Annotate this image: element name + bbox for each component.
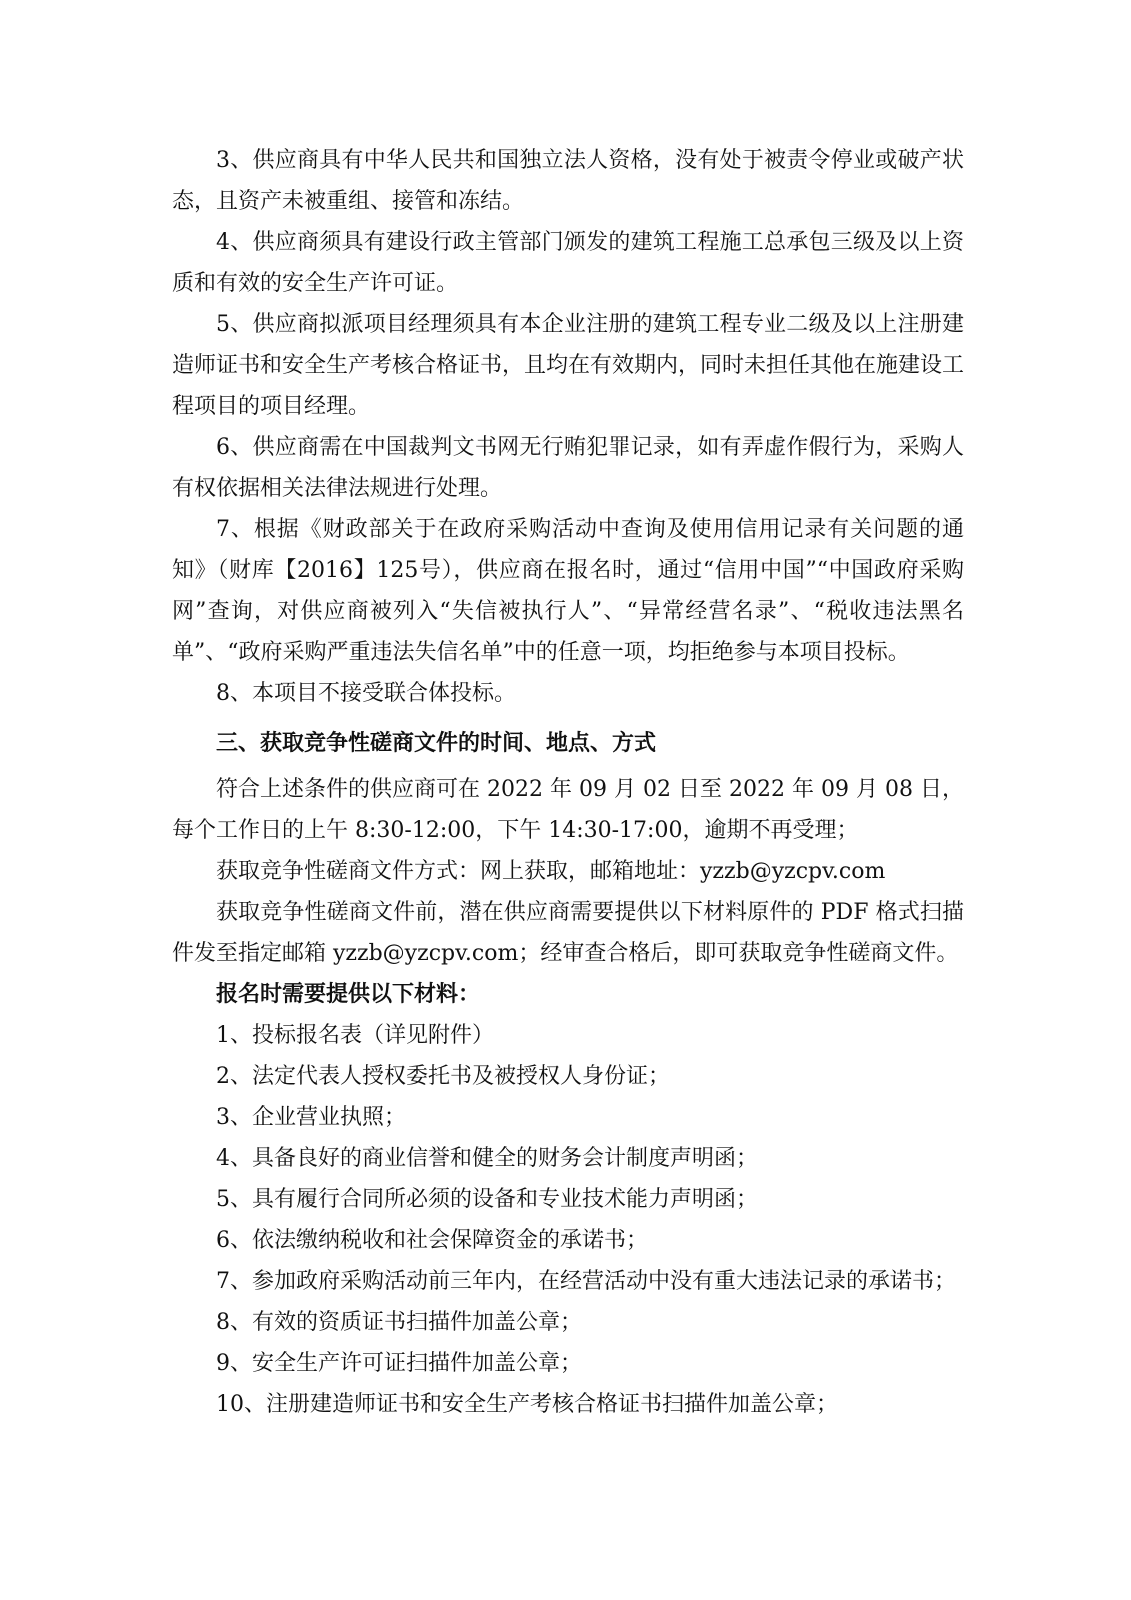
- materials-title: 报名时需要提供以下材料：: [216, 981, 481, 1007]
- material-item: 9、安全生产许可证扫描件加盖公章；: [216, 1351, 582, 1376]
- requirement-3: 3、供应商具有中华人民共和国独立法人资格，没有处于被责令停业或破产状态，且资产未被重组、接管和冻结。: [172, 148, 964, 214]
- material-item: 1、投标报名表（详见附件）: [216, 1023, 494, 1048]
- material-item: 4、具备良好的商业信誉和健全的财务会计制度声明函；: [216, 1146, 758, 1171]
- scan-paragraph: 获取竞争性磋商文件前，潜在供应商需要提供以下材料原件的 PDF 格式扫描件发至指定邮箱 yzzb@yzcpv.com；经审查合格后，即可获取竞争性磋商文件。: [172, 900, 964, 966]
- material-item: 5、具有履行合同所必须的设备和专业技术能力声明函；: [216, 1187, 758, 1212]
- requirement-6: 6、供应商需在中国裁判文书网无行贿犯罪记录，如有弄虚作假行为，采购人有权依据相关法律法规进行处理。: [172, 435, 964, 501]
- material-item: 7、参加政府采购活动前三年内，在经营活动中没有重大违法记录的承诺书；: [216, 1269, 956, 1294]
- requirement-5: 5、供应商拟派项目经理须具有本企业注册的建筑工程专业二级及以上注册建造师证书和安全生产考核合格证书，且均在有效期内，同时未担任其他在施建设工程项目的项目经理。: [172, 312, 965, 419]
- requirement-8: 8、本项目不接受联合体投标。: [216, 681, 516, 706]
- requirement-7: 7、根据《财政部关于在政府采购活动中查询及使用信用记录有关问题的通知》（财库【2016】125号），供应商在报名时，通过“信用中国”“中国政府采购网”查询，对供应商被列入“失信被执行人”、“异常经营名录”、“税收违法黑名单”、“政府采购严重违法失信名单”中的任意一项，均拒绝参与本项目投标。: [172, 517, 964, 665]
- material-item: 6、依法缴纳税收和社会保障资金的承诺书；: [216, 1228, 648, 1253]
- material-item: 2、法定代表人授权委托书及被授权人身份证；: [216, 1064, 670, 1089]
- requirement-4: 4、供应商须具有建设行政主管部门颁发的建筑工程施工总承包三级及以上资质和有效的安全生产许可证。: [172, 230, 964, 296]
- method-paragraph: 获取竞争性磋商文件方式：网上获取，邮箱地址：yzzb@yzcpv.com: [216, 859, 886, 884]
- section-heading: 三、获取竞争性磋商文件的时间、地点、方式: [216, 730, 657, 756]
- document-page: [172, 140, 964, 1425]
- time-paragraph: 符合上述条件的供应商可在 2022 年 09 月 02 日至 2022 年 09 月 08 日，每个工作日的上午 8:30-12:00，下午 14:30-17:00，逾期不再受理；: [172, 777, 964, 843]
- material-item: 3、企业营业执照；: [216, 1105, 406, 1130]
- material-item: 10、注册建造师证书和安全生产考核合格证书扫描件加盖公章；: [216, 1392, 838, 1417]
- material-item: 8、有效的资质证书扫描件加盖公章；: [216, 1310, 582, 1335]
